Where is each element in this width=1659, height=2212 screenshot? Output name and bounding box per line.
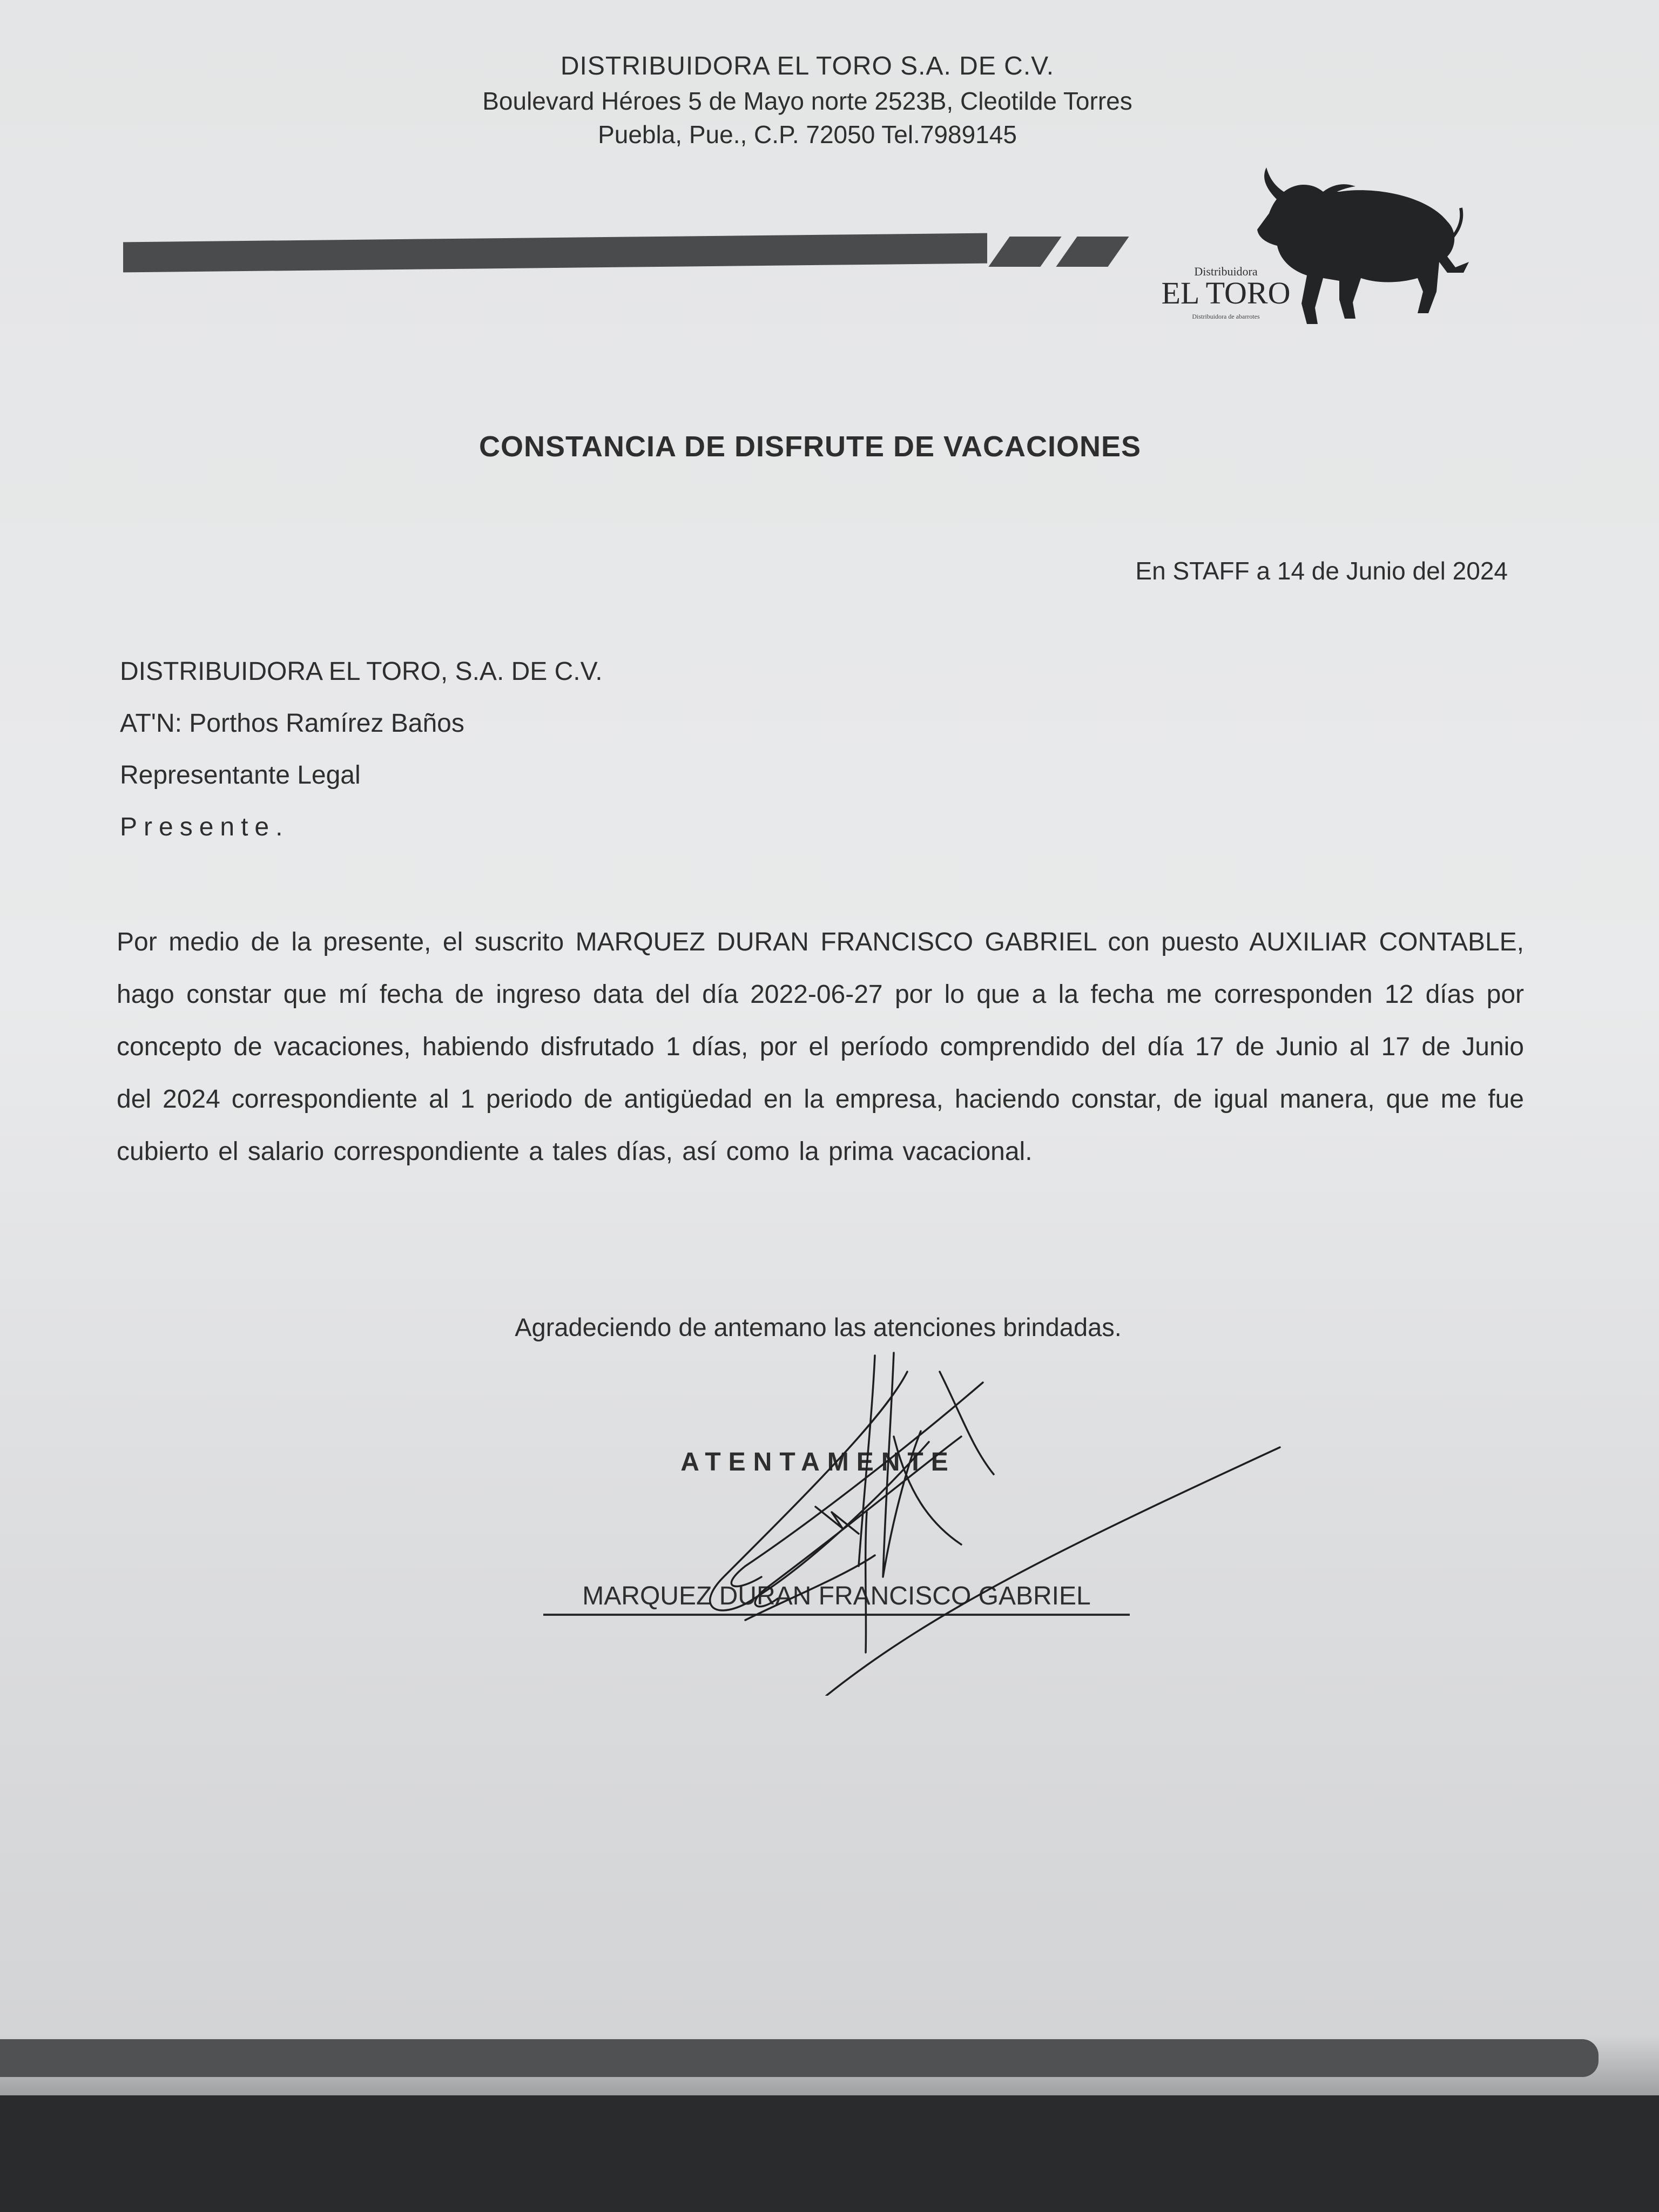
company-address-line-1: Boulevard Héroes 5 de Mayo norte 2523B, Cleotilde Torres — [482, 87, 1132, 115]
signer-name: MARQUEZ DURAN FRANCISCO GABRIEL — [582, 1582, 1091, 1610]
letter-body: Por medio de la presente, el suscrito MARQUEZ DURAN FRANCISCO GABRIEL con puesto AUXILIAR CONTABLE, hago constar que mí fecha de ingreso data del día 2022-06-27 por lo que a la fecha me corresponden 12 días por concepto de vacaciones, habiendo disfrutado 1 días, por el período comprendido del día 17 de Junio al 17 de Junio del 2024 correspondiente al 1 periodo de antigüedad en la empresa, haciendo constar, de igual manera, que me fue cubierto el salario correspondiente a tales días, así como la prima vacacional. — [117, 928, 1524, 1166]
header-divider-segment — [1056, 237, 1129, 267]
company-header — [0, 49, 1615, 151]
recipient-company: DISTRIBUIDORA EL TORO, S.A. DE C.V. — [120, 657, 603, 686]
recipient-attn: AT'N: Porthos Ramírez Baños — [120, 709, 464, 738]
logo-brand-text: EL TORO — [1161, 275, 1291, 311]
company-address-line-2: Puebla, Pue., C.P. 72050 Tel.7989145 — [598, 120, 1017, 149]
handwritten-signature — [583, 1350, 1307, 1696]
document-title: CONSTANCIA DE DISFRUTE DE VACACIONES — [478, 430, 1142, 463]
recipient-role: Representante Legal — [120, 761, 361, 790]
place-and-date: En STAFF a 14 de Junio del 2024 — [1135, 557, 1508, 585]
footer-shadow — [0, 2095, 1659, 2212]
footer-divider-bar — [0, 2039, 1599, 2077]
logo-tagline-text: Distribuidora de abarrotes — [1192, 313, 1260, 320]
recipient-presente: Presente. — [120, 813, 289, 841]
bull-icon — [1145, 162, 1469, 335]
logo-small-text: Distribuidora — [1194, 265, 1258, 278]
closing-line: Agradeciendo de antemano las atenciones brindadas. — [515, 1313, 1122, 1341]
header-divider-segment — [988, 237, 1061, 267]
header-divider-bar — [123, 233, 987, 273]
atentamente-label: ATENTAMENTE — [680, 1448, 956, 1476]
el-toro-logo — [1145, 162, 1469, 335]
recipient-block — [120, 646, 603, 853]
company-name: DISTRIBUIDORA EL TORO S.A. DE C.V. — [560, 52, 1055, 80]
